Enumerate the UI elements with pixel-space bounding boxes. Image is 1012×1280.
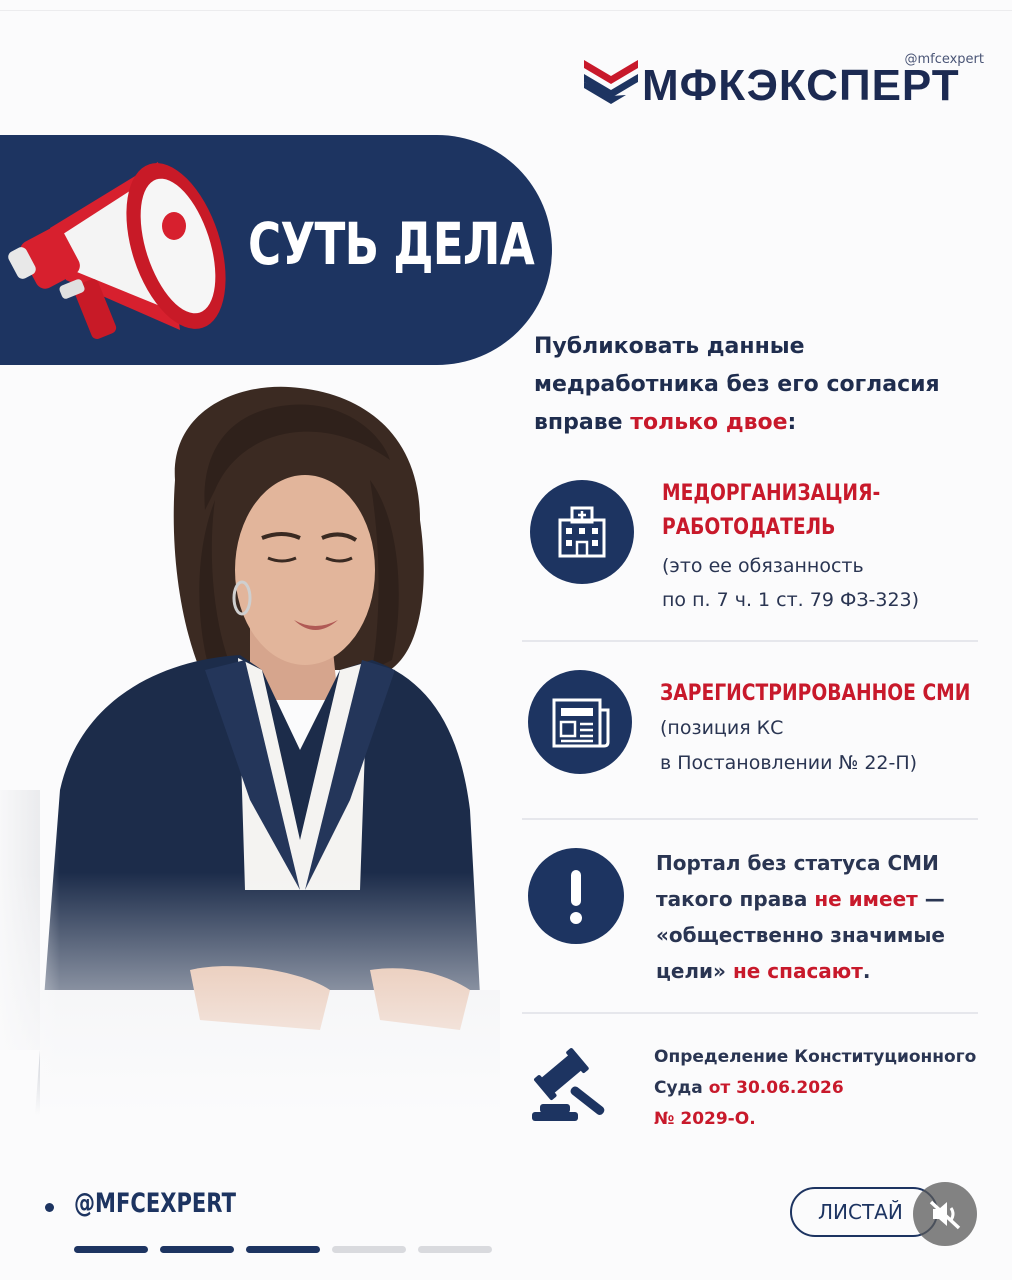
intro-line-3	[534, 404, 974, 442]
hospital-icon	[530, 480, 634, 584]
intro-line-2: медработника без его согласия	[534, 372, 940, 397]
portal-line-4	[656, 953, 986, 989]
item-1-title-line-1: МЕДОРГАНИЗАЦИЯ-	[662, 481, 881, 506]
intro-suffix: :	[787, 410, 797, 435]
divider-3	[522, 1012, 978, 1014]
hospital-icon-badge	[530, 480, 634, 584]
court-line-2-text: Суда	[654, 1078, 709, 1098]
portal-line-2-red: не имеет	[814, 887, 918, 911]
progress-segment	[74, 1246, 148, 1253]
woman-photo	[0, 370, 500, 1180]
footer-handle[interactable]: @MFCEXPERT	[74, 1188, 236, 1219]
exclamation-icon	[528, 848, 624, 944]
portal-note	[656, 845, 986, 989]
handle-bullet	[45, 1203, 54, 1212]
intro-prefix: вправе	[534, 410, 631, 435]
court-date: от 30.06.2026	[708, 1078, 844, 1098]
item-1-sub-line-1: (это ее обязанность	[662, 555, 864, 577]
portal-line-3: «общественно значимые	[656, 923, 945, 947]
progress-segment	[246, 1246, 320, 1253]
muted-speaker-icon	[913, 1182, 977, 1246]
portal-line-4-text: цели»	[656, 959, 733, 983]
intro-highlight: только двое	[630, 410, 788, 435]
intro-text	[534, 328, 974, 442]
court-line-1: Определение Конституционного	[654, 1047, 977, 1067]
newspaper-icon	[528, 670, 632, 774]
brand-logo	[584, 52, 994, 112]
portal-line-4-red: не спасают	[732, 959, 863, 983]
portal-line-1: Портал без статуса СМИ	[656, 851, 939, 875]
portal-line-2	[656, 881, 986, 917]
divider-2	[522, 818, 978, 820]
newspaper-icon-badge	[528, 670, 632, 774]
divider-1	[522, 640, 978, 642]
court-line-2	[654, 1073, 994, 1104]
top-divider	[0, 10, 1012, 11]
gavel-icon	[526, 1044, 618, 1128]
item-1-sub-line-2: по п. 7 ч. 1 ст. 79 ФЗ-323)	[662, 589, 920, 611]
progress-segment	[160, 1246, 234, 1253]
item-2-sub-line-2: в Постановлении № 22-П)	[660, 752, 918, 774]
court-number: № 2029-О.	[654, 1109, 756, 1129]
portal-line-2-end: —	[917, 887, 945, 911]
logo-wordmark: МФКЭКСПЕРТ	[642, 61, 960, 110]
portal-line-2-text: такого права	[656, 887, 815, 911]
swipe-label: ЛИСТАЙ	[818, 1200, 903, 1224]
megaphone-icon	[8, 140, 238, 350]
logo-handle: @mfcexpert	[904, 52, 984, 67]
item-1-title-line-2: РАБОТОДАТЕЛЬ	[662, 515, 836, 540]
intro-line-1: Публиковать данные	[534, 334, 805, 359]
court-reference	[654, 1042, 994, 1135]
portal-line-4-end: .	[862, 959, 871, 983]
exclamation-icon-badge	[528, 848, 624, 944]
logo-chevron-icon	[584, 56, 638, 106]
progress-segment	[332, 1246, 406, 1253]
banner-title: СУТЬ ДЕЛА	[248, 210, 534, 278]
item-2-title: ЗАРЕГИСТРИРОВАННОЕ СМИ	[660, 681, 971, 706]
progress-segment	[418, 1246, 492, 1253]
mute-button[interactable]	[913, 1182, 977, 1246]
item-2-sub-line-1: (позиция КС	[660, 717, 784, 739]
